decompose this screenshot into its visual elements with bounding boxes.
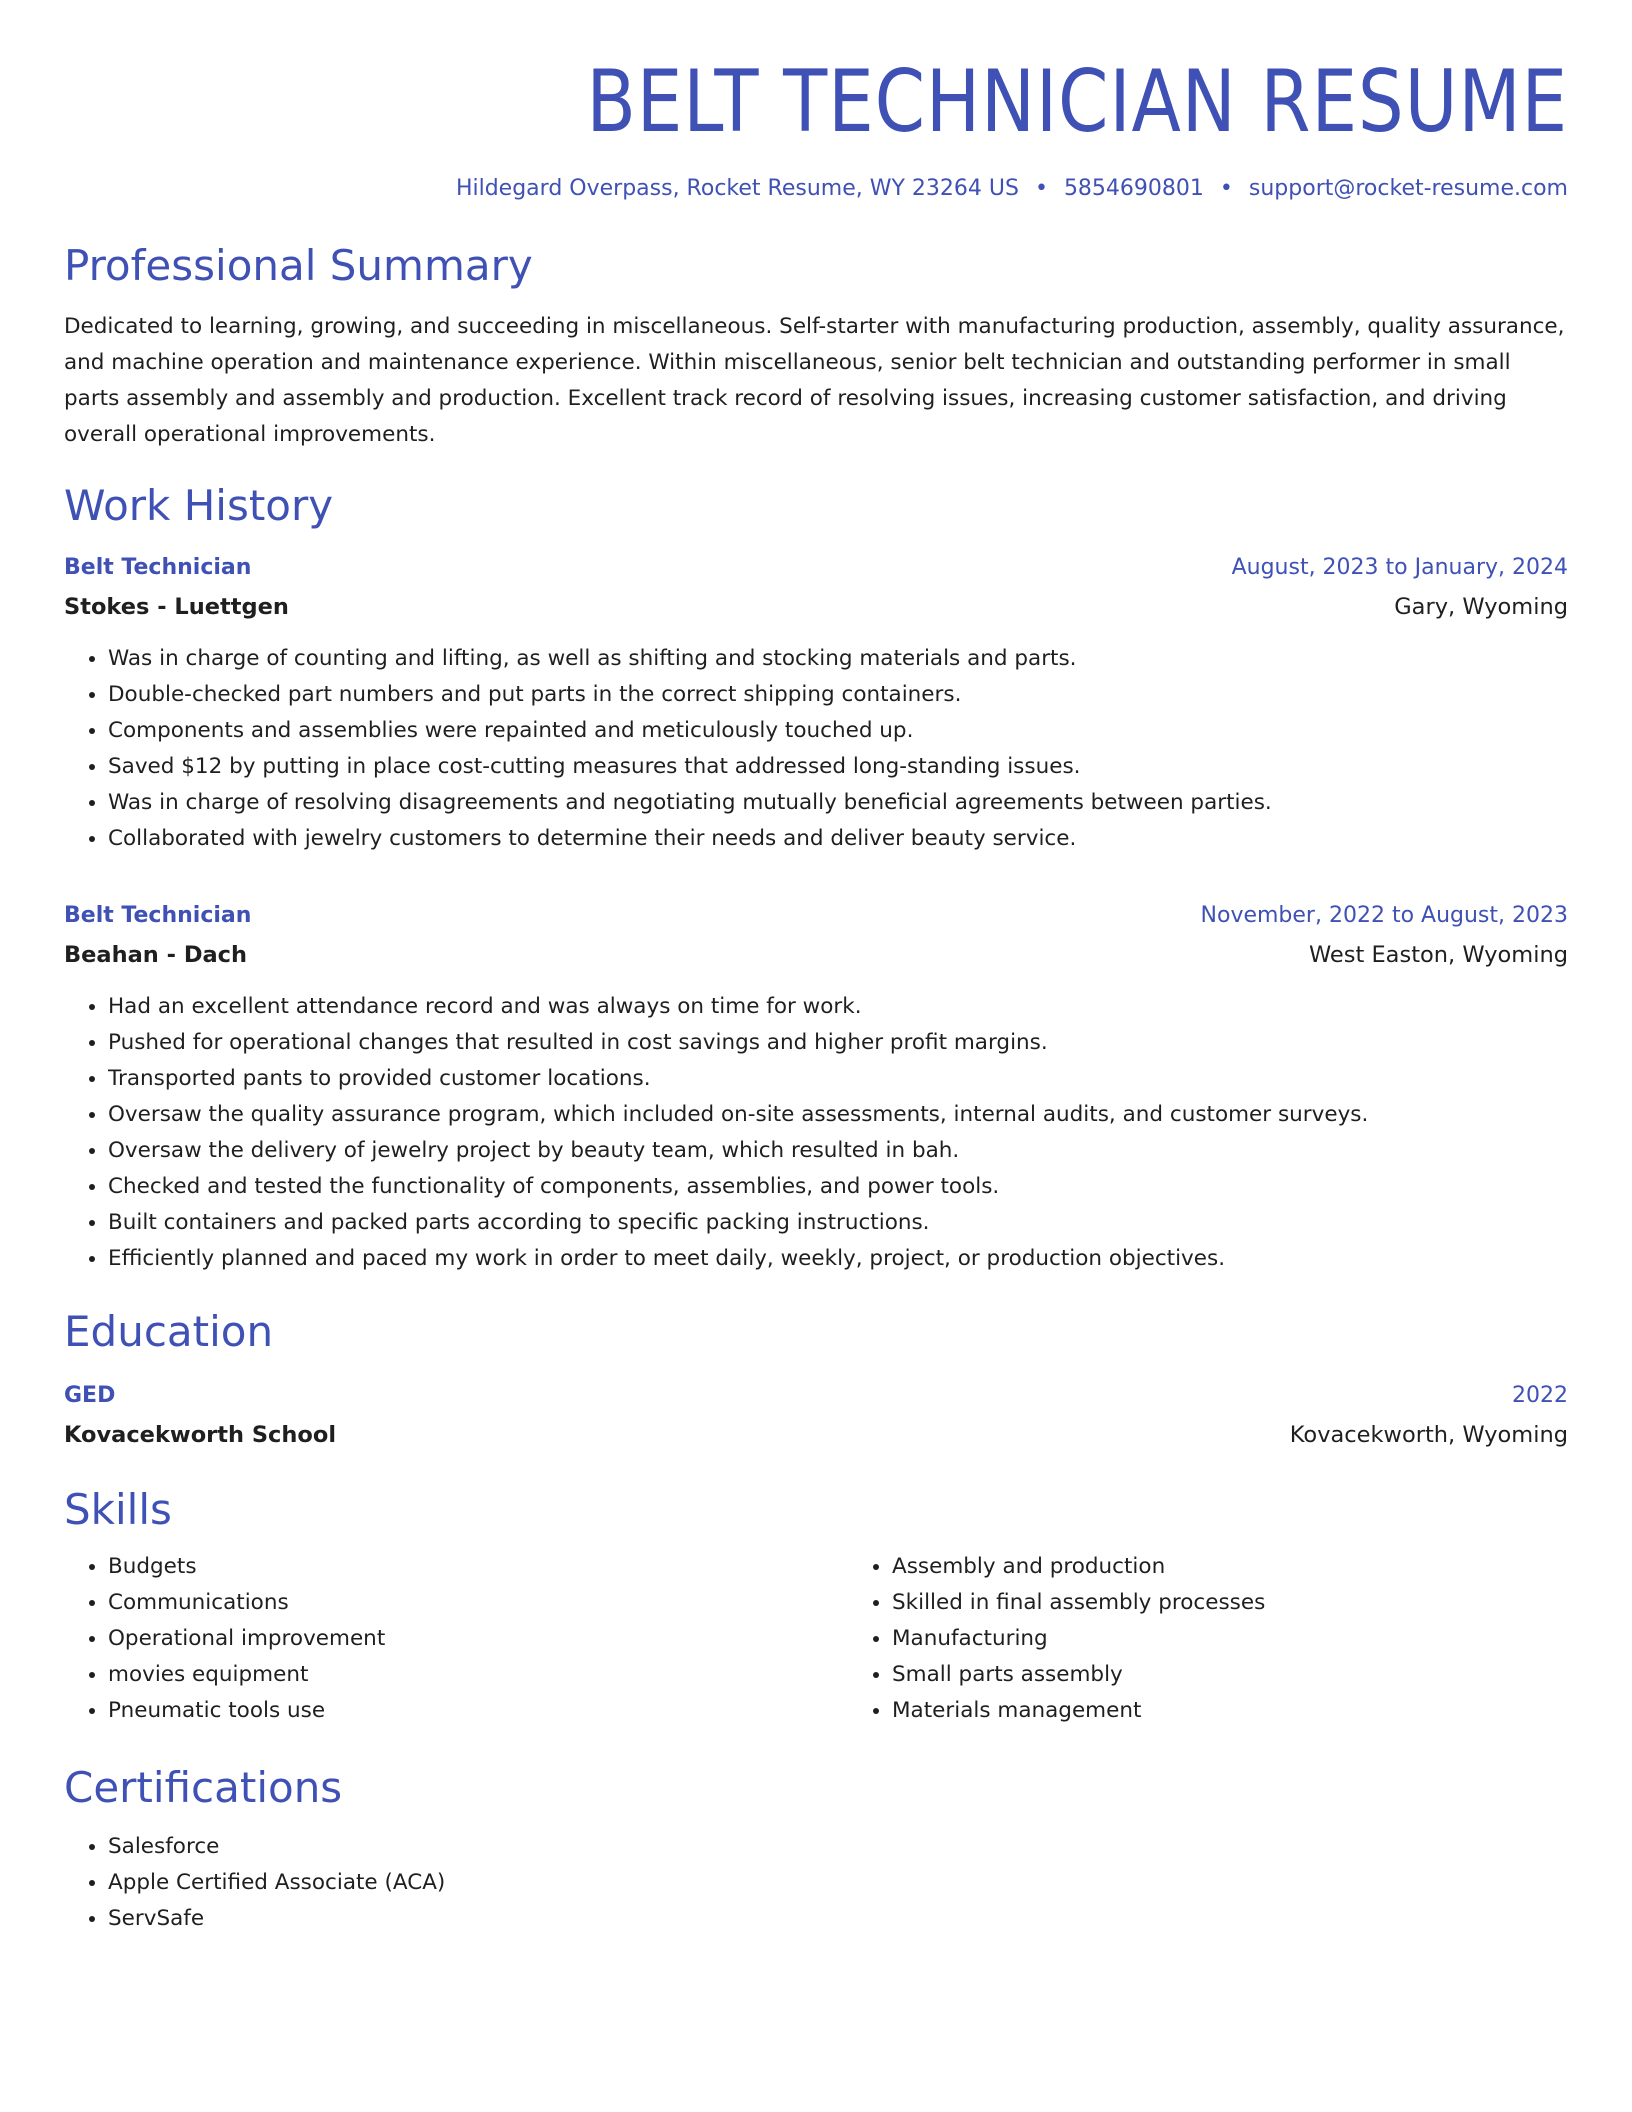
list-item: • Transported pants to provided customer locations. bbox=[108, 1061, 1568, 1097]
education-degree: GED bbox=[64, 1383, 116, 1408]
list-item: • Materials management bbox=[892, 1693, 1568, 1729]
list-item: • Built containers and packed parts according to specific packing instructions. bbox=[108, 1205, 1568, 1241]
resume-header bbox=[64, 0, 1568, 201]
list-item: • Oversaw the delivery of jewelry project by beauty team, which resulted in bah. bbox=[108, 1133, 1568, 1169]
contact-separator: • bbox=[1219, 176, 1233, 201]
contact-email: support@rocket-resume.com bbox=[1248, 176, 1568, 201]
education-school-row bbox=[64, 1417, 1568, 1453]
job-location: Gary, Wyoming bbox=[1394, 594, 1568, 620]
job-bullets bbox=[64, 989, 1568, 1277]
job-dates: November, 2022 to August, 2023 bbox=[1200, 903, 1568, 928]
list-item: • Oversaw the quality assurance program, which included on-site assessments, internal audits, and customer surveys. bbox=[108, 1097, 1568, 1133]
summary-heading: Professional Summary bbox=[64, 241, 533, 290]
list-item: • Checked and tested the functionality of components, assemblies, and power tools. bbox=[108, 1169, 1568, 1205]
list-item: • Components and assemblies were repainted and meticulously touched up. bbox=[108, 713, 1568, 749]
education-degree-row bbox=[64, 1379, 1568, 1413]
job-title: Belt Technician bbox=[64, 555, 252, 580]
certifications-heading: Certifications bbox=[64, 1763, 343, 1812]
list-item: • Had an excellent attendance record and was always on time for work. bbox=[108, 989, 1568, 1025]
list-item: • Pushed for operational changes that resulted in cost savings and higher profit margins. bbox=[108, 1025, 1568, 1061]
work-history-heading: Work History bbox=[64, 481, 334, 530]
list-item: • Assembly and production bbox=[892, 1549, 1568, 1585]
list-item: • Salesforce bbox=[108, 1829, 1568, 1865]
list-item: • Budgets bbox=[108, 1549, 848, 1585]
skills-heading: Skills bbox=[64, 1485, 172, 1534]
education-entry bbox=[64, 1379, 1568, 1453]
skills-list-right bbox=[848, 1549, 1568, 1729]
job-company-row bbox=[64, 589, 1568, 625]
contact-separator: • bbox=[1034, 176, 1048, 201]
job-title-row bbox=[64, 899, 1568, 933]
education-school: Kovacekworth School bbox=[64, 1422, 337, 1448]
job-company: Beahan - Dach bbox=[64, 942, 248, 968]
list-item: • Communications bbox=[108, 1585, 848, 1621]
job-entry bbox=[64, 899, 1568, 1277]
list-item: • Manufacturing bbox=[892, 1621, 1568, 1657]
list-item: • Saved $12 by putting in place cost-cutting measures that addressed long-standing issues. bbox=[108, 749, 1568, 785]
list-item: • Collaborated with jewelry customers to determine their needs and deliver beauty service. bbox=[108, 821, 1568, 857]
list-item: • Efficiently planned and paced my work in order to meet daily, weekly, project, or production objectives. bbox=[108, 1241, 1568, 1277]
job-bullets bbox=[64, 641, 1568, 857]
certifications-list bbox=[64, 1829, 1568, 1937]
list-item: • Was in charge of counting and lifting, as well as shifting and stocking materials and parts. bbox=[108, 641, 1568, 677]
resume-title: BELT TECHNICIAN RESUME bbox=[586, 52, 1568, 152]
list-item: • Was in charge of resolving disagreements and negotiating mutually beneficial agreements between parties. bbox=[108, 785, 1568, 821]
job-entry bbox=[64, 551, 1568, 857]
list-item: • movies equipment bbox=[108, 1657, 848, 1693]
contact-phone: 5854690801 bbox=[1063, 176, 1204, 201]
education-heading: Education bbox=[64, 1307, 274, 1356]
summary-text: Dedicated to learning, growing, and succeeding in miscellaneous. Self-starter with manufacturing production, assembly, quality assurance, and machine operation and maintenance experience. Within miscellaneous, senior belt technician and outstanding performer in small parts assembly and assembly and production. Excellent track record of resolving issues, increasing customer satisfaction, and driving overall operational improvements. bbox=[64, 314, 1565, 447]
list-item: • ServSafe bbox=[108, 1901, 1568, 1937]
job-company: Stokes - Luettgen bbox=[64, 594, 289, 620]
job-company-row bbox=[64, 937, 1568, 973]
job-title: Belt Technician bbox=[64, 903, 252, 928]
list-item: • Small parts assembly bbox=[892, 1657, 1568, 1693]
job-location: West Easton, Wyoming bbox=[1309, 942, 1568, 968]
list-item: • Apple Certified Associate (ACA) bbox=[108, 1865, 1568, 1901]
job-title-row bbox=[64, 551, 1568, 585]
list-item: • Operational improvement bbox=[108, 1621, 848, 1657]
contact-line bbox=[64, 176, 1568, 201]
list-item: • Double-checked part numbers and put parts in the correct shipping containers. bbox=[108, 677, 1568, 713]
list-item: • Pneumatic tools use bbox=[108, 1693, 848, 1729]
job-dates: August, 2023 to January, 2024 bbox=[1231, 555, 1568, 580]
education-location: Kovacekworth, Wyoming bbox=[1289, 1422, 1568, 1448]
list-item: • Skilled in final assembly processes bbox=[892, 1585, 1568, 1621]
contact-address: Hildegard Overpass, Rocket Resume, WY 23264 US bbox=[455, 176, 1019, 201]
skills-list-left bbox=[64, 1549, 848, 1729]
skills-columns bbox=[64, 1549, 1568, 1729]
education-year: 2022 bbox=[1512, 1383, 1568, 1408]
